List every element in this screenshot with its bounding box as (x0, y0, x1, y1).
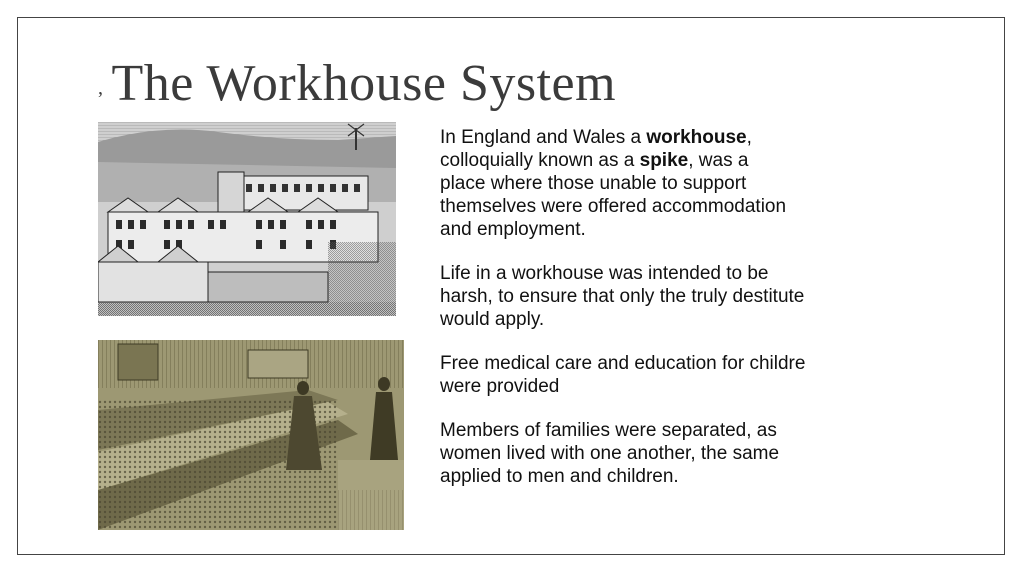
para3-line2: were provided (440, 376, 560, 397)
slide (17, 17, 1005, 555)
term-workhouse: workhouse (646, 127, 747, 148)
paragraph-families-separated: Members of families were separated, as women lived with one another, the same applied to men and children. (440, 420, 780, 487)
title-text: The Workhouse System (111, 55, 617, 112)
para1-text-c: , was a place where those unable to support themselves were offered accommodation and employment. (440, 150, 787, 240)
title-prefix: , (98, 76, 104, 99)
workhouse-building-image (98, 122, 396, 316)
dining-hall-image (98, 340, 404, 530)
term-spike: spike (639, 150, 689, 171)
para3-line1: Free medical care and education for childre (440, 353, 806, 374)
para1-text-a: In England and Wales a (440, 127, 647, 148)
paragraph-definition (440, 126, 892, 241)
paragraph-harsh-life: Life in a workhouse was intended to be harsh, to ensure that only the truly destitute would apply. (440, 263, 805, 330)
para1-text-b: , colloquially known as a (440, 127, 752, 171)
paragraph-medical-care (440, 352, 892, 398)
slide-body (440, 126, 892, 509)
slide-title (98, 54, 616, 113)
